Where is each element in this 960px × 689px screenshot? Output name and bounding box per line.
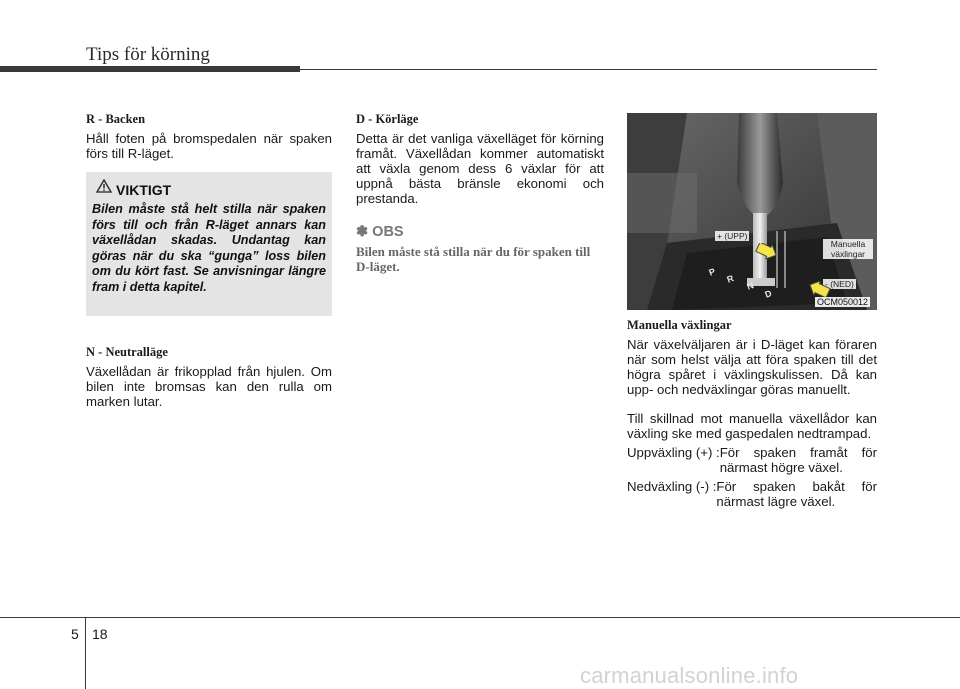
column-1 [86,112,332,161]
footer-rule [0,617,960,618]
column-2 [356,112,604,274]
n-text: Växellådan är frikopplad från hjulen. Om bilen inte bromsas kan den rulla om marken lutar. [86,364,332,409]
d-heading: D - Körläge [356,112,419,126]
header-rule [300,69,877,70]
gear-shifter-photo [627,113,877,310]
upshift-row [627,445,877,475]
column-3 [627,318,877,509]
manual-heading: Manuella växlingar [627,318,732,332]
image-code: OCM050012 [817,297,869,307]
manual-text: När växelväljaren är i D-läget kan föraren när som helst välja att föra spaken till det högra spåret i växlingskulissen. Då kan upp- och nedväxlingar göras manuellt. [627,337,877,397]
gate-letter-p: P [707,266,717,278]
upshift-value: För spaken framåt för närmast högre växel. [719,445,877,475]
label-manual: Manuella växlingar [823,239,873,259]
manual-text-2: Till skillnad mot manuella växellådor kan växling ske med gaspedalen nedtrampad. [627,411,877,441]
downshift-key: Nedväxling (-) : [627,479,717,494]
watermark: carmanualsonline.info [580,663,799,688]
gate-letter-d: D [763,288,774,300]
gate-letter-r: R [725,273,736,285]
footer-divider [85,617,86,689]
n-heading: N - Neutralläge [86,345,168,359]
obs-title: ✽ OBS [356,224,404,240]
section-number: 5 [71,626,79,642]
header-bar [0,66,300,72]
obs-text: Bilen måste stå stilla när du för spaken till D-läget. [356,244,591,274]
page-number: 18 [92,626,108,642]
r-text: Håll foten på bromspedalen när spaken förs till R-läget. [86,131,332,161]
r-heading: R - Backen [86,112,146,126]
warning-text: Bilen måste stå helt stilla när spaken förs till och från R-läget annars kan växellådan skadas. Undantag kan göras när du ska “gunga” loss bilen om du kört fast. Se anvisningar längre fram i detta kapitel. [92,202,326,294]
downshift-value: För spaken bakåt för närmast lägre växel. [716,479,877,509]
page-header-title: Tips för körning [86,44,210,65]
warning-box [86,172,332,316]
label-down: - (NED) [825,279,854,289]
gate-letter-n: N [745,280,756,292]
label-up: + (UPP) [717,231,748,241]
downshift-row [627,479,877,509]
column-1-lower [86,345,332,409]
gate-letters [709,263,789,303]
d-text: Detta är det vanliga växelläget för körning framåt. Växellådan kommer automatiskt att växla genom dess 6 växlar för att uppnå bästa bränsle ekonomi och prestanda. [356,131,604,206]
warning-triangle-icon [96,179,112,198]
upshift-key: Uppväxling (+) : [627,445,720,460]
warning-title: VIKTIGT [116,182,172,198]
